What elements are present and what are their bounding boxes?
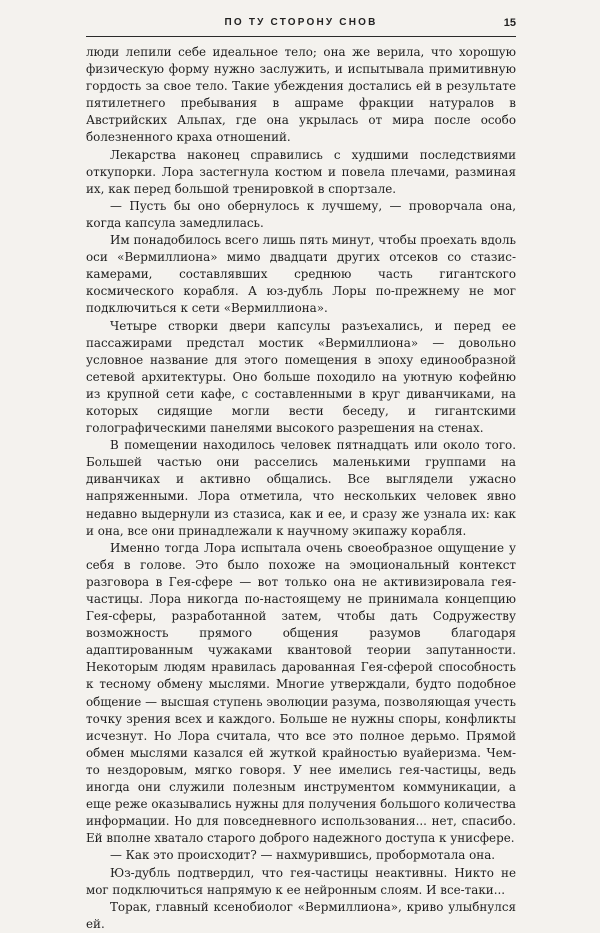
paragraph: Именно тогда Лора испытала очень своеобразное ощущение у себя в голове. Это было похоже на эмоциональный контекст разговора в Гея-сфере — вот только она не активизировала гея-частицы. Лора никогда по-настоящему не принимала концепцию Гея-сферы, разработанной затем, чтобы дать Содружеству возможность прямого общения разумов благодаря адаптированным чужаками квантовой теории запутанности. Некоторым людям нравилась дарованная Гея-сферой способность к тесному обмену мыслями. Многие утверждали, будто подобное общение — высшая ступень эволюции разума, позволяющая учесть точку зрения всех и каждого. Больше не нужны споры, конфликты исчезнут. Но Лора считала, что все это полное дерьмо. Прямой обмен мыслями казался ей жуткой крайностью вуайеризма. Чем-то нездоровым, мягко говоря. У нее имелись гея-частицы, ведь иногда они служили полезным инструментом коммуникации, а еще реже оказывались нужны для получения большого количества информации. Но для повседневного использования... нет, спасибо. Ей вполне хватало старого доброго надежного доступа к унисфере. (86, 540, 516, 846)
paragraph: — Пусть бы оно обернулось к лучшему, — проворчала она, когда капсула замедлилась. (86, 198, 516, 230)
page-number: 15 (503, 17, 516, 29)
paragraph: Лекарства наконец справились с худшими последствиями откупорки. Лора застегнула костюм и повела плечами, разминая их, как перед большой тренировкой в спортзале. (86, 147, 516, 196)
paragraph: люди лепили себе идеальное тело; она же верила, что хорошую физическую форму нужно заслужить, и испытывала примитивную гордость за свое тело. Такие убеждения достались ей в результате пятилетнего пребывания в ашраме фракции натуралов в Австрийских Альпах, где она укрылась от мира после особо болезненного краха отношений. (86, 45, 516, 145)
page-header (86, 18, 516, 37)
running-title: ПО ТУ СТОРОНУ СНОВ (224, 17, 378, 28)
body-text (86, 44, 516, 933)
paragraph: Им понадобилось всего лишь пять минут, чтобы проехать вдоль оси «Вермиллиона» мимо двадцати других отсеков со стазис-камерами, составлявших среднюю часть гигантского космического корабля. А юз-дубль Лоры по-прежнему не мог подключиться к сети «Вермиллиона». (86, 233, 516, 316)
paragraph: Юз-дубль подтвердил, что гея-частицы неактивны. Никто не мог подключиться напрямую к ее нейронным слоям. И все-таки... (86, 865, 516, 897)
paragraph: Четыре створки двери капсулы разъехались, и перед ее пассажирами предстал мостик «Вермиллиона» — довольно условное название для этого помещения в эпоху единообразной сетевой архитектуры. Оно больше походило на уютную кофейню из крупной сети кафе, с составленными в круг диванчиками, на которых сидящие могли вести беседу, и гигантскими голографическими панелями высокого разрешения на стенах. (86, 318, 516, 436)
paragraph: В помещении находилось человек пятнадцать или около того. Большей частью они расселись маленькими группами на диванчиках и активно общались. Все выглядели ужасно напряженными. Лора отметила, что нескольких человек явно недавно выдернули из стазиса, как и ее, и сразу же узнала их: как и она, все они принадлежали к научному экипажу корабля. (86, 438, 516, 538)
paragraph: Торак, главный ксенобиолог «Вермиллиона», криво улыбнулся ей. (86, 899, 516, 931)
paragraph: — Как это происходит? — нахмурившись, пробормотала она. (110, 848, 496, 863)
